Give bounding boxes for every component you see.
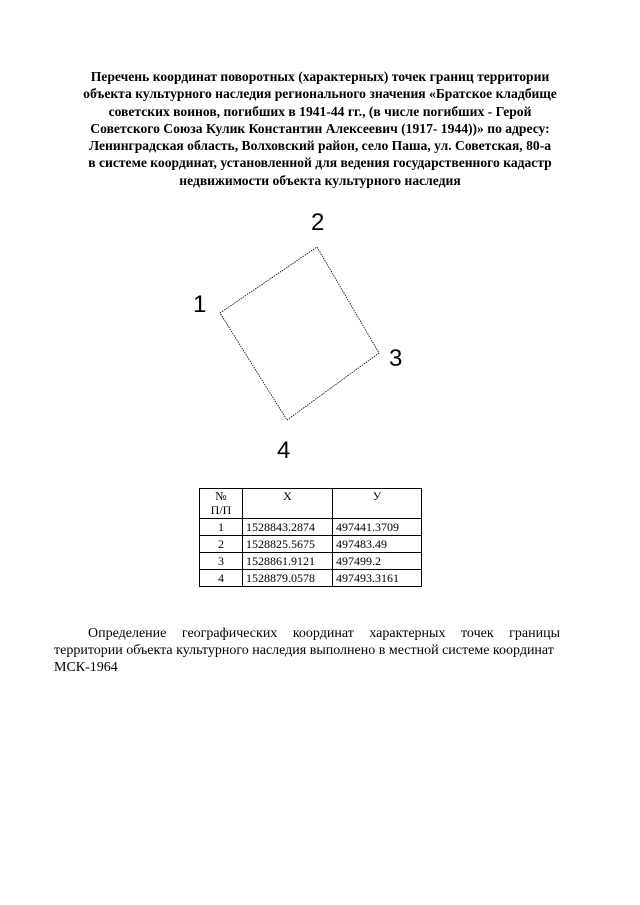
header-number	[200, 489, 243, 519]
cell-number: 4	[200, 570, 243, 587]
coordinates-table	[199, 488, 422, 587]
note-line: территории объекта культурного наследия выполнено в местной системе координат	[54, 643, 554, 658]
title-line: в системе координат, установленной для ведения государственного кадастр	[88, 155, 552, 171]
point-label-4: 4	[277, 437, 291, 464]
table-header-row	[200, 489, 422, 519]
table-row	[200, 519, 422, 536]
cell-x: 1528861.9121	[243, 553, 333, 570]
cell-y: 497499.2	[333, 553, 422, 570]
cell-x: 1528825.5675	[243, 536, 333, 553]
cell-x: 1528879.0578	[243, 570, 333, 587]
cell-y: 497441.3709	[333, 519, 422, 536]
note-line: МСК-1964	[54, 660, 118, 675]
point-label-1: 1	[193, 291, 207, 318]
title-line: Советского Союза Кулик Константин Алексеевич (1917- 1944))» по адресу:	[90, 120, 550, 136]
cell-number: 3	[200, 553, 243, 570]
cell-number: 2	[200, 536, 243, 553]
title-line: советских воинов, погибших в 1941-44 гг., (в числе погибших - Герой	[108, 103, 532, 119]
title-line: Перечень координат поворотных (характерных) точек границ территории	[90, 69, 550, 84]
document-title	[40, 68, 600, 189]
header-y: У	[333, 489, 422, 519]
cell-x: 1528843.2874	[243, 519, 333, 536]
title-line: недвижимости объекта культурного наследия	[179, 172, 461, 188]
header-x: X	[243, 489, 333, 519]
cell-number: 1	[200, 519, 243, 536]
title-line: Ленинградская область, Волховский район, село Паша, ул. Советская, 80-а	[88, 138, 552, 154]
boundary-diagram	[0, 195, 640, 475]
note-line: Определение географических координат характерных точек границы	[88, 626, 560, 641]
point-label-2: 2	[311, 209, 325, 236]
point-label-3: 3	[389, 345, 403, 372]
boundary-polygon	[220, 247, 379, 420]
cell-y: 497493.3161	[333, 570, 422, 587]
cell-y: 497483.49	[333, 536, 422, 553]
title-line: объекта культурного наследия регионального значения «Братское кладбище	[83, 86, 557, 102]
table-row	[200, 536, 422, 553]
note-paragraph	[54, 625, 560, 676]
header-number-text: № П/П	[210, 489, 232, 517]
table-row	[200, 553, 422, 570]
table-row	[200, 570, 422, 587]
